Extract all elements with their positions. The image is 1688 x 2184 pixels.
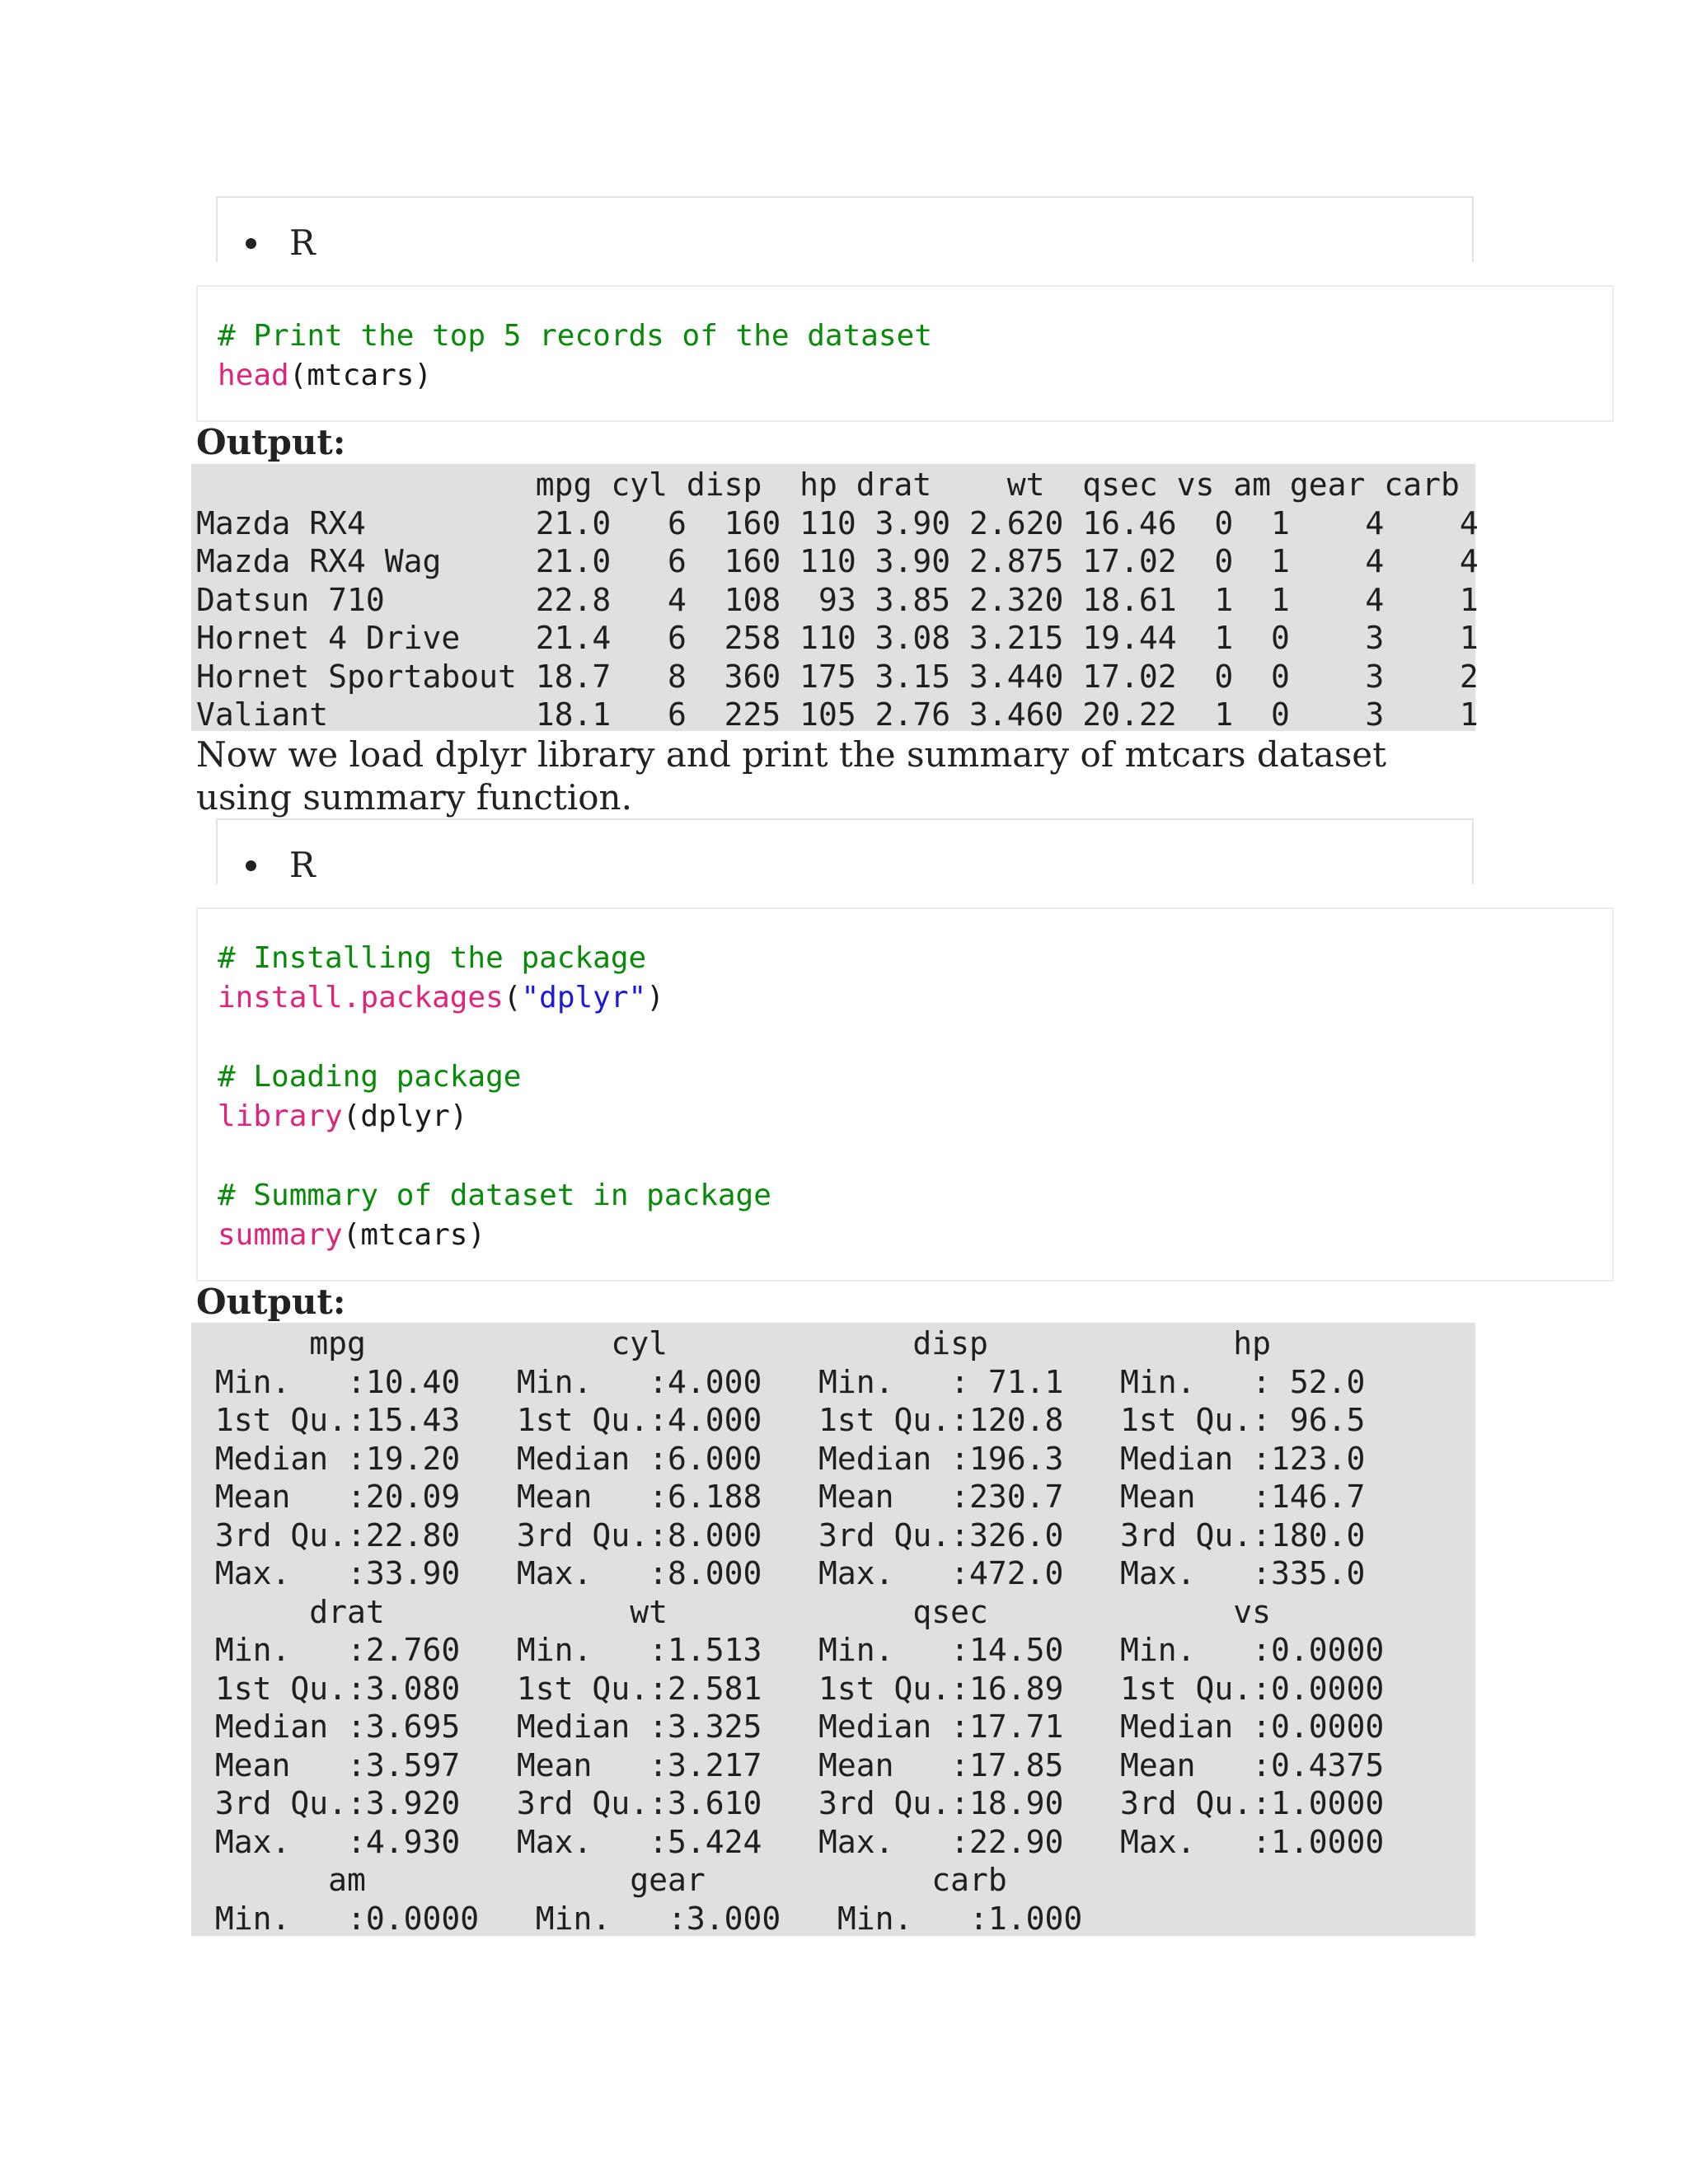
tab-label: R bbox=[289, 845, 316, 885]
code-line bbox=[218, 1176, 771, 1216]
output-line: Mazda RX4 Wag 21.0 6 160 110 3.90 2.875 17.02 0 1 4 4 bbox=[196, 543, 1479, 579]
output-line: Mazda RX4 21.0 6 160 110 3.90 2.620 16.46 0 1 4 4 bbox=[196, 504, 1479, 541]
bullet-icon bbox=[246, 860, 256, 871]
code-text bbox=[218, 316, 932, 396]
code-token: ( bbox=[503, 981, 522, 1015]
output-line: Max. :4.930 Max. :5.424 Max. :22.90 Max. :1.0000 bbox=[196, 1823, 1423, 1860]
code-block bbox=[196, 907, 1614, 1282]
output-line: Median :19.20 Median :6.000 Median :196.3 Median :123.0 bbox=[196, 1440, 1404, 1477]
tab-r[interactable] bbox=[246, 845, 316, 885]
output-line: Max. :33.90 Max. :8.000 Max. :472.0 Max. :335.0 bbox=[196, 1555, 1404, 1591]
code-function: library bbox=[218, 1099, 343, 1133]
code-token: (mtcars) bbox=[288, 359, 433, 392]
code-function: head bbox=[218, 359, 289, 392]
output-line: Hornet Sportabout 18.7 8 360 175 3.15 3.440 17.02 0 0 3 2 bbox=[196, 658, 1479, 695]
output-line: Mean :3.597 Mean :3.217 Mean :17.85 Mean :0.4375 bbox=[196, 1746, 1423, 1783]
output-line: Min. :2.760 Min. :1.513 Min. :14.50 Min. :0.0000 bbox=[196, 1632, 1423, 1668]
output-line: Mean :20.09 Mean :6.188 Mean :230.7 Mean :146.7 bbox=[196, 1479, 1404, 1515]
code-text bbox=[218, 939, 771, 1255]
output-line: Valiant 18.1 6 225 105 2.76 3.460 20.22 1 0 3 1 bbox=[196, 696, 1479, 733]
code-line bbox=[218, 978, 771, 1018]
code-comment: # Print the top 5 records of the dataset bbox=[218, 319, 932, 353]
code-token: (dplyr) bbox=[342, 1099, 468, 1133]
code-token: (mtcars) bbox=[342, 1218, 486, 1252]
output-block bbox=[191, 464, 1479, 733]
output-line: drat wt qsec vs bbox=[196, 1593, 1423, 1630]
code-language-tabbar bbox=[216, 196, 1474, 262]
output-line: Median :3.695 Median :3.325 Median :17.71 Median :0.0000 bbox=[196, 1708, 1423, 1745]
code-token: ) bbox=[646, 981, 664, 1015]
code-line bbox=[218, 356, 932, 396]
code-block bbox=[196, 285, 1614, 422]
code-comment: # Summary of dataset in package bbox=[218, 1179, 771, 1212]
output-text bbox=[196, 466, 1479, 734]
output-line: 3rd Qu.:3.920 3rd Qu.:3.610 3rd Qu.:18.90 3rd Qu.:1.0000 bbox=[196, 1785, 1423, 1821]
code-string: "dplyr" bbox=[521, 981, 647, 1015]
output-line: 3rd Qu.:22.80 3rd Qu.:8.000 3rd Qu.:326.0 3rd Qu.:180.0 bbox=[196, 1516, 1404, 1554]
output-line: am gear carb bbox=[196, 1862, 1121, 1898]
code-line bbox=[218, 1057, 771, 1097]
tab-r[interactable] bbox=[246, 223, 316, 263]
code-line bbox=[218, 316, 932, 356]
output-line: Hornet 4 Drive 21.4 6 258 110 3.08 3.215 19.44 1 0 3 1 bbox=[196, 620, 1479, 656]
output-line: mpg cyl disp hp bbox=[196, 1325, 1404, 1361]
code-line bbox=[218, 1097, 771, 1137]
code-function: install.packages bbox=[218, 981, 504, 1015]
body-paragraph: Now we load dplyr library and print the summary of mtcars dataset using summary function. bbox=[196, 734, 1387, 818]
output-line: Min. :0.0000 Min. :3.000 Min. :1.000 bbox=[196, 1900, 1121, 1937]
output-heading: Output: bbox=[196, 1282, 346, 1322]
output-line: Min. :10.40 Min. :4.000 Min. : 71.1 Min. : 52.0 bbox=[196, 1363, 1404, 1400]
output-heading: Output: bbox=[196, 422, 346, 462]
output-line: Datsun 710 22.8 4 108 93 3.85 2.320 18.61 1 1 4 1 bbox=[196, 581, 1479, 618]
code-comment: # Installing the package bbox=[218, 941, 647, 975]
code-comment: # Loading package bbox=[218, 1060, 522, 1094]
code-line bbox=[218, 1216, 771, 1255]
output-line: mpg cyl disp hp drat wt qsec vs am gear carb bbox=[196, 466, 1460, 503]
bullet-icon bbox=[246, 238, 256, 249]
code-function: summary bbox=[218, 1218, 343, 1252]
output-line: 1st Qu.:15.43 1st Qu.:4.000 1st Qu.:120.8 1st Qu.: 96.5 bbox=[196, 1402, 1404, 1438]
tab-label: R bbox=[289, 223, 316, 263]
code-language-tabbar bbox=[216, 818, 1474, 884]
code-line bbox=[218, 939, 771, 978]
output-line: 1st Qu.:3.080 1st Qu.:2.581 1st Qu.:16.89 1st Qu.:0.0000 bbox=[196, 1670, 1423, 1707]
output-block bbox=[191, 1323, 1475, 1936]
output-text bbox=[196, 1324, 1422, 1938]
code-line bbox=[218, 1018, 771, 1057]
code-line bbox=[218, 1137, 771, 1176]
